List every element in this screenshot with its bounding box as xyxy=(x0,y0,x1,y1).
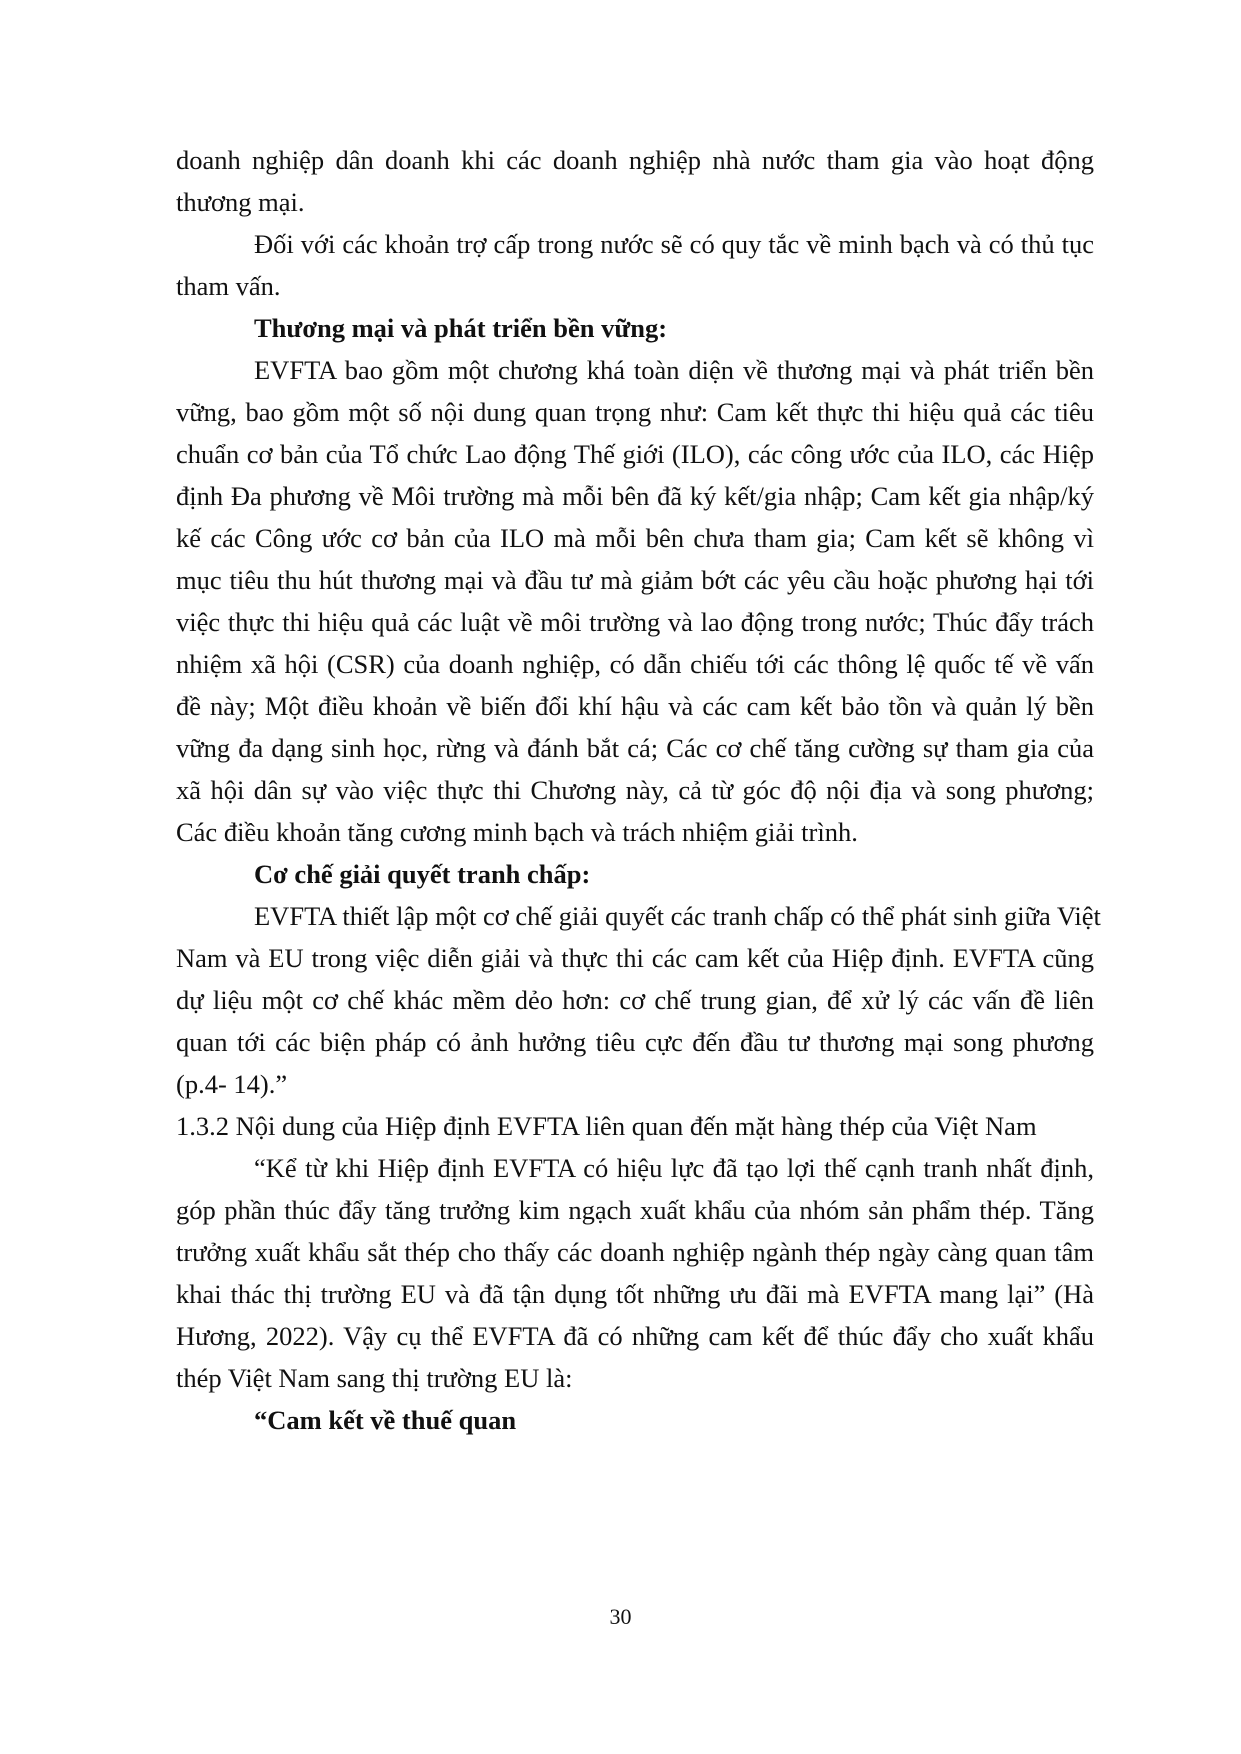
paragraph-line: doanh nghiệp dân doanh khi các doanh nghiệp nhà nước tham gia vào hoạt động xyxy=(176,145,1094,175)
paragraph-line: mục tiêu thu hút thương mại và đầu tư mà giảm bớt các yêu cầu hoặc phương hại tới xyxy=(176,565,1094,595)
paragraph-line: kế các Công ước cơ bản của ILO mà mỗi bên chưa tham gia; Cam kết sẽ không vì xyxy=(176,523,1094,553)
paragraph-line: thương mại. xyxy=(176,187,305,217)
paragraph-line: xã hội dân sự vào việc thực thi Chương này, cả từ góc độ nội địa và song phương; xyxy=(176,775,1094,805)
paragraph-line: quan tới các biện pháp có ảnh hưởng tiêu cực đến đầu tư thương mại song phương xyxy=(176,1027,1094,1057)
paragraph-line: khai thác thị trường EU và đã tận dụng tốt những ưu đãi mà EVFTA mang lại” (Hà xyxy=(176,1279,1094,1309)
paragraph-line: góp phần thúc đẩy tăng trưởng kim ngạch xuất khẩu của nhóm sản phẩm thép. Tăng xyxy=(176,1195,1094,1225)
paragraph-line: Đối với các khoản trợ cấp trong nước sẽ có quy tắc về minh bạch và có thủ tục xyxy=(254,229,1094,259)
paragraph-line: nhiệm xã hội (CSR) của doanh nghiệp, có dẫn chiếu tới các thông lệ quốc tế về vấn xyxy=(176,649,1094,679)
section-heading: Cơ chế giải quyết tranh chấp: xyxy=(254,859,591,889)
section-heading: “Cam kết về thuế quan xyxy=(254,1405,517,1435)
paragraph-line: vững, bao gồm một số nội dung quan trọng như: Cam kết thực thi hiệu quả các tiêu xyxy=(176,397,1094,427)
page-number: 30 xyxy=(609,1604,632,1629)
section-heading: Thương mại và phát triển bền vững: xyxy=(254,313,668,343)
paragraph-line: (p.4- 14).” xyxy=(176,1069,288,1099)
paragraph-line: tham vấn. xyxy=(176,271,281,301)
paragraph-line: chuẩn cơ bản của Tổ chức Lao động Thế giới (ILO), các công ước của ILO, các Hiệp xyxy=(176,439,1094,469)
paragraph-line: định Đa phương về Môi trường mà mỗi bên đã ký kết/gia nhập; Cam kết gia nhập/ký xyxy=(176,481,1094,511)
paragraph-line: trưởng xuất khẩu sắt thép cho thấy các doanh nghiệp ngành thép ngày càng quan tâm xyxy=(176,1237,1094,1267)
paragraph-line: việc thực thi hiệu quả các luật về môi trường và lao động trong nước; Thúc đẩy trách xyxy=(176,607,1094,637)
paragraph-line: Nam và EU trong việc diễn giải và thực thi các cam kết của Hiệp định. EVFTA cũng xyxy=(176,943,1094,973)
paragraph-line: Hương, 2022). Vậy cụ thể EVFTA đã có những cam kết để thúc đẩy cho xuất khẩu xyxy=(176,1321,1094,1351)
paragraph-line: vững đa dạng sinh học, rừng và đánh bắt cá; Các cơ chế tăng cường sự tham gia của xyxy=(176,733,1094,763)
subsection-heading: 1.3.2 Nội dung của Hiệp định EVFTA liên quan đến mặt hàng thép của Việt Nam xyxy=(176,1111,1037,1141)
paragraph-line: Các điều khoản tăng cương minh bạch và trách nhiệm giải trình. xyxy=(176,817,858,847)
paragraph-line: “Kể từ khi Hiệp định EVFTA có hiệu lực đã tạo lợi thế cạnh tranh nhất định, xyxy=(254,1153,1094,1183)
paragraph-line: EVFTA thiết lập một cơ chế giải quyết các tranh chấp có thể phát sinh giữa Việt xyxy=(254,901,1101,931)
paragraph-line: EVFTA bao gồm một chương khá toàn diện về thương mại và phát triển bền xyxy=(254,355,1094,385)
paragraph-line: dự liệu một cơ chế khác mềm dẻo hơn: cơ chế trung gian, để xử lý các vấn đề liên xyxy=(176,985,1094,1015)
paragraph-line: thép Việt Nam sang thị trường EU là: xyxy=(176,1363,573,1393)
paragraph-line: đề này; Một điều khoản về biến đổi khí hậu và các cam kết bảo tồn và quản lý bền xyxy=(176,691,1094,721)
